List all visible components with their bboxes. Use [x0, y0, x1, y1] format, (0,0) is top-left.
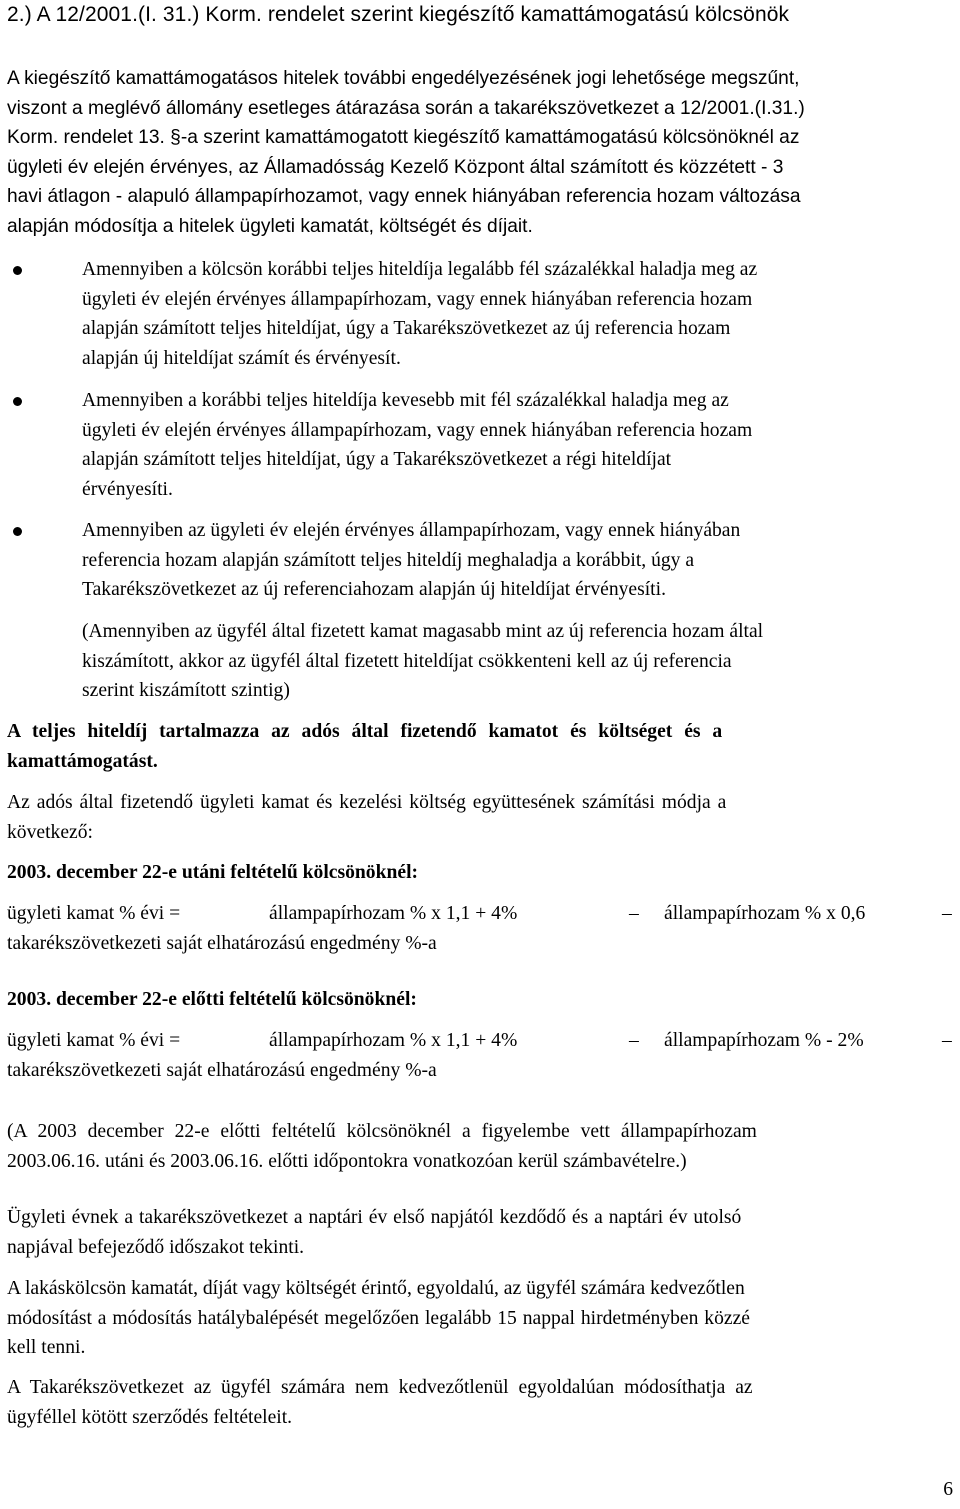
bold-line: kamattámogatást. — [7, 750, 158, 772]
formula-lhs: ügyleti kamat % évi = — [7, 1030, 181, 1051]
before-heading: 2003. december 22-e előtti feltételű kölcsönöknél: — [7, 989, 417, 1010]
bullet-line: alapján számított teljes hiteldíjat, úgy a Takarékszövetkezet az új referencia hozam — [82, 318, 731, 339]
calc-intro-paragraph — [7, 788, 955, 847]
favorable-line: A Takarékszövetkezet az ügyfél számára nem kedvezőtlenül egyoldalúan módosíthatja az — [7, 1377, 753, 1398]
business-year-paragraph — [7, 1203, 955, 1262]
bullet-line: ügyleti év elején érvényes állampapírhozam, vagy ennek hiányában referencia hozam — [82, 288, 753, 310]
bullet-item — [82, 255, 954, 373]
intro-paragraph — [7, 64, 955, 241]
before-formula-line2: takarékszövetkezeti saját elhatározású engedmény %-a — [7, 1060, 437, 1081]
intro-line: A kiegészítő kamattámogatásos hitelek további engedélyezésének jogi lehetősége megszűnt, — [7, 68, 800, 89]
intro-line: viszont a meglévő állomány esetleges átárazása során a takarékszövetkezet a 12/2001.(I.31.) — [7, 97, 805, 119]
bullet-item — [82, 386, 954, 504]
bullet-line: referencia hozam alapján számított teljes hiteldíj meghaladja a korábbit, úgy a — [82, 549, 695, 571]
unfavorable-change-paragraph — [7, 1274, 955, 1363]
bullet-line: Amennyiben az ügyleti év elején érvényes állampapírhozam, vagy ennek hiányában — [82, 520, 741, 541]
business-year-line: Ügyleti évnek a takarékszövetkezet a naptári év első napjától kezdődő és a naptári év utolsó — [7, 1207, 742, 1228]
bullet-line: Takarékszövetkezet az új referenciahozam alapján új hiteldíjat érvényesíti. — [82, 579, 666, 600]
section-heading: 2.) A 12/2001.(I. 31.) Korm. rendelet szerint kiegészítő kamattámogatású kölcsönök — [7, 3, 790, 26]
bullet-line: alapján új hiteldíjat számít és érvényesít. — [82, 347, 401, 369]
bold-statement — [7, 717, 955, 776]
unfavorable-line: kell tenni. — [7, 1337, 86, 1358]
unfavorable-line: módosítást a módosítás hatálybalépését megelőzően legalább 15 nappal hirdetményben közzé — [7, 1307, 750, 1329]
note-line: kiszámított, akkor az ügyfél által fizetett hiteldíjat csökkenteni kell az új referencia — [82, 650, 732, 672]
note-line: (Amennyiben az ügyfél által fizetett kamat magasabb mint az új referencia hozam által — [82, 621, 764, 642]
bullet-line: Amennyiben a kölcsön korábbi teljes hiteldíja legalább fél százalékkal haladja meg az — [82, 259, 758, 280]
yield-note-line: 2003.06.16. utáni és 2003.06.16. előtti időpontokra vonatkozóan kerül számbavételre.) — [7, 1150, 687, 1172]
formula-minus: – — [629, 1030, 639, 1051]
formula-minus: – — [942, 903, 952, 924]
intro-line: Korm. rendelet 13. §-a szerint kamattámogatott kiegészítő kamattámogatású kölcsönöknél az — [7, 127, 800, 148]
favorable-change-paragraph — [7, 1373, 955, 1432]
bullet-dot — [13, 397, 22, 406]
formula-lhs: ügyleti kamat % évi = — [7, 903, 181, 924]
intro-line: ügyleti év elején érvényes, az Államadósság Kezelő Központ által számított és közzétett - 3 — [7, 156, 784, 178]
calc-intro-line: Az adós által fizetendő ügyleti kamat és kezelési költség együttesének számítási módja a — [7, 792, 727, 813]
calc-intro-line: következő: — [7, 821, 93, 843]
intro-line: alapján módosítja a hitelek ügyleti kamatát, költségét és díjait. — [7, 215, 533, 237]
unfavorable-line: A lakáskölcsön kamatát, díját vagy költségét érintő, egyoldalú, az ügyfél számára kedvezőtlen — [7, 1278, 745, 1299]
yield-note-paragraph — [7, 1117, 955, 1176]
intro-line: havi átlagon - alapuló állampapírhozamot, vagy ennek hiányában referencia hozam változása — [7, 186, 801, 207]
after-formula-line2: takarékszövetkezeti saját elhatározású engedmény %-a — [7, 933, 437, 954]
bullet-item — [82, 516, 954, 605]
after-heading: 2003. december 22-e utáni feltételű kölcsönöknél: — [7, 862, 419, 883]
formula-term: állampapírhozam % - 2% — [664, 1030, 864, 1051]
formula-minus: – — [629, 903, 639, 924]
formula-term: állampapírhozam % x 0,6 — [664, 903, 866, 924]
business-year-line: napjával befejeződő időszakot tekinti. — [7, 1236, 305, 1258]
formula-minus: – — [942, 1030, 952, 1051]
note-paragraph — [82, 617, 954, 706]
bullet-dot — [13, 527, 22, 536]
page-number: 6 — [943, 1479, 953, 1500]
bullet-line: Amennyiben a korábbi teljes hiteldíja kevesebb mit fél százalékkal haladja meg az — [82, 390, 729, 411]
bullet-line: alapján számított teljes hiteldíjat, úgy a Takarékszövetkezet a régi hiteldíjat — [82, 449, 672, 470]
formula-term: állampapírhozam % x 1,1 + 4% — [269, 903, 518, 924]
formula-term: állampapírhozam % x 1,1 + 4% — [269, 1030, 518, 1051]
bullet-line: ügyleti év elején érvényes állampapírhozam, vagy ennek hiányában referencia hozam — [82, 419, 753, 441]
favorable-line: ügyféllel kötött szerződés feltételeit. — [7, 1406, 293, 1428]
bullet-dot — [13, 266, 22, 275]
bullet-line: érvényesíti. — [82, 478, 173, 500]
note-line: szerint kiszámított szintig) — [82, 680, 290, 701]
bold-line: A teljes hiteldíj tartalmazza az adós által fizetendő kamatot és költséget és a — [7, 721, 723, 742]
yield-note-line: (A 2003 december 22-e előtti feltételű kölcsönöknél a figyelembe vett állampapírhozam — [7, 1121, 757, 1142]
